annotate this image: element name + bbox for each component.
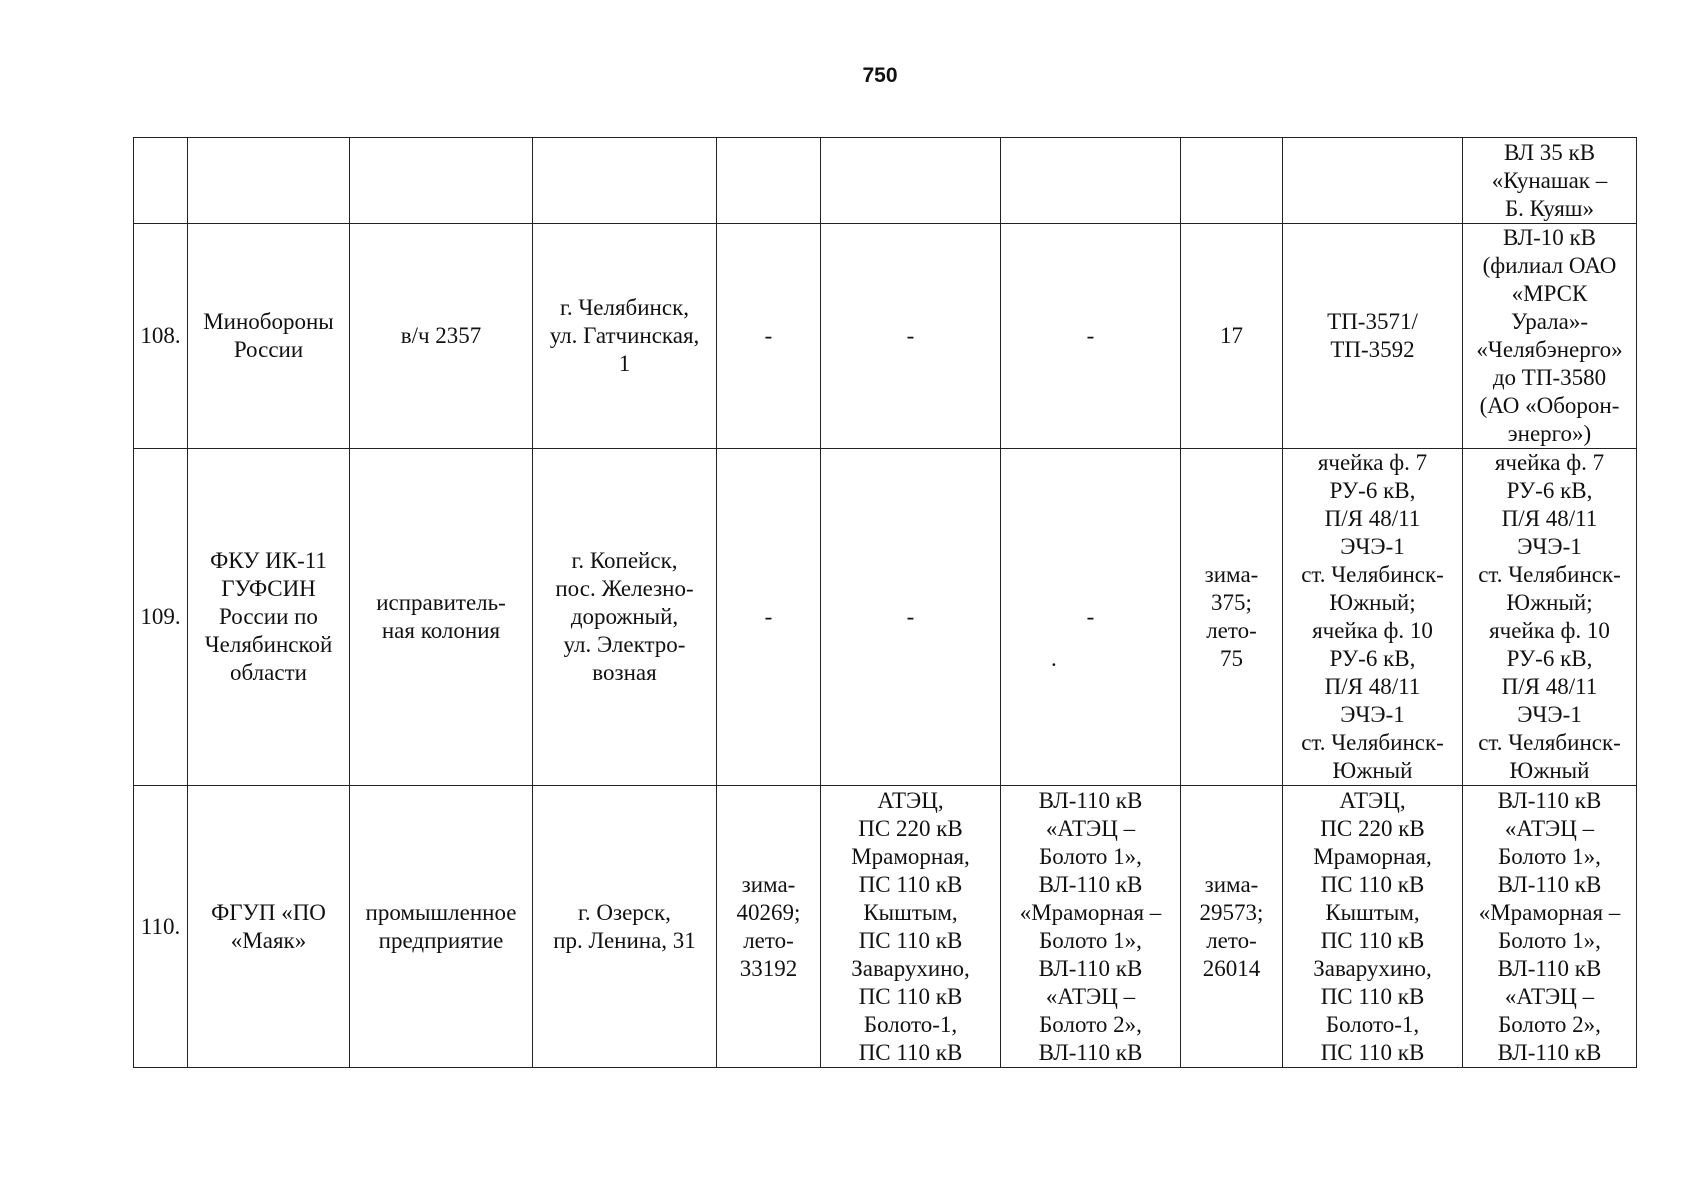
table-cell: ВЛ-10 кВ (филиал ОАО «МРСК Урала»- «Челябэнерго» до ТП-3580 (АО «Оборон- энерго») <box>1463 224 1637 449</box>
row-number-cell: 109. <box>134 449 188 786</box>
table-row <box>134 224 1637 449</box>
table-cell: АТЭЦ, ПС 220 кВ Мраморная, ПС 110 кВ Кыштым, ПС 110 кВ Заварухино, ПС 110 кВ Болото-1, ПС 110 кВ <box>1283 786 1463 1068</box>
address-cell: г. Копейск, пос. Железно- дорожный, ул. Электро- возная <box>533 449 717 786</box>
table-cell <box>821 138 1001 224</box>
table-cell <box>1283 138 1463 224</box>
table-cell <box>1001 138 1181 224</box>
organization-cell: ФКУ ИК-11 ГУФСИН России по Челябинской области <box>188 449 350 786</box>
row-number-cell <box>134 138 188 224</box>
table-cell: зима- 375; лето- 75 <box>1181 449 1283 786</box>
table-cell: - <box>717 449 821 786</box>
table-row <box>134 449 1637 786</box>
table-cell <box>717 138 821 224</box>
object-cell: в/ч 2357 <box>350 224 533 449</box>
table-cell: 17 <box>1181 224 1283 449</box>
table-cell: - <box>821 449 1001 786</box>
data-table <box>133 137 1637 1068</box>
stray-mark: . <box>1051 646 1057 671</box>
table-cell: ячейка ф. 7 РУ-6 кВ, П/Я 48/11 ЭЧЭ-1 ст. Челябинск- Южный; ячейка ф. 10 РУ-6 кВ, П/Я 48/11 ЭЧЭ-1 ст. Челябинск- Южный <box>1283 449 1463 786</box>
table-row <box>134 786 1637 1068</box>
object-cell: промышленное предприятие <box>350 786 533 1068</box>
row-number-cell: 108. <box>134 224 188 449</box>
table-cell <box>1181 138 1283 224</box>
object-cell <box>350 138 533 224</box>
page-number: 750 <box>862 64 898 87</box>
table-cell: - <box>1001 224 1181 449</box>
table-row <box>134 138 1637 224</box>
organization-cell: ФГУП «ПО «Маяк» <box>188 786 350 1068</box>
table-cell-text: - <box>1086 604 1095 629</box>
address-cell: г. Челябинск, ул. Гатчинская, 1 <box>533 224 717 449</box>
table-cell: ВЛ-110 кВ «АТЭЦ – Болото 1», ВЛ-110 кВ «Мраморная – Болото 1», ВЛ-110 кВ «АТЭЦ – Болото 2», ВЛ-110 кВ <box>1001 786 1181 1068</box>
address-cell <box>533 138 717 224</box>
address-cell: г. Озерск, пр. Ленина, 31 <box>533 786 717 1068</box>
table-cell: - <box>821 224 1001 449</box>
table-cell: ВЛ 35 кВ «Кунашак – Б. Куяш» <box>1463 138 1637 224</box>
organization-cell <box>188 138 350 224</box>
table-cell: зима- 40269; лето- 33192 <box>717 786 821 1068</box>
table-cell: - <box>717 224 821 449</box>
row-number-cell: 110. <box>134 786 188 1068</box>
table-cell: ВЛ-110 кВ «АТЭЦ – Болото 1», ВЛ-110 кВ «Мраморная – Болото 1», ВЛ-110 кВ «АТЭЦ – Болото 2», ВЛ-110 кВ <box>1463 786 1637 1068</box>
table-cell: ячейка ф. 7 РУ-6 кВ, П/Я 48/11 ЭЧЭ-1 ст. Челябинск- Южный; ячейка ф. 10 РУ-6 кВ, П/Я 48/11 ЭЧЭ-1 ст. Челябинск- Южный <box>1463 449 1637 786</box>
table-cell: АТЭЦ, ПС 220 кВ Мраморная, ПС 110 кВ Кыштым, ПС 110 кВ Заварухино, ПС 110 кВ Болото-1, ПС 110 кВ <box>821 786 1001 1068</box>
table-cell <box>1001 449 1181 786</box>
organization-cell: Минобороны России <box>188 224 350 449</box>
table-cell: ТП-3571/ ТП-3592 <box>1283 224 1463 449</box>
object-cell: исправитель- ная колония <box>350 449 533 786</box>
table-cell: зима- 29573; лето- 26014 <box>1181 786 1283 1068</box>
